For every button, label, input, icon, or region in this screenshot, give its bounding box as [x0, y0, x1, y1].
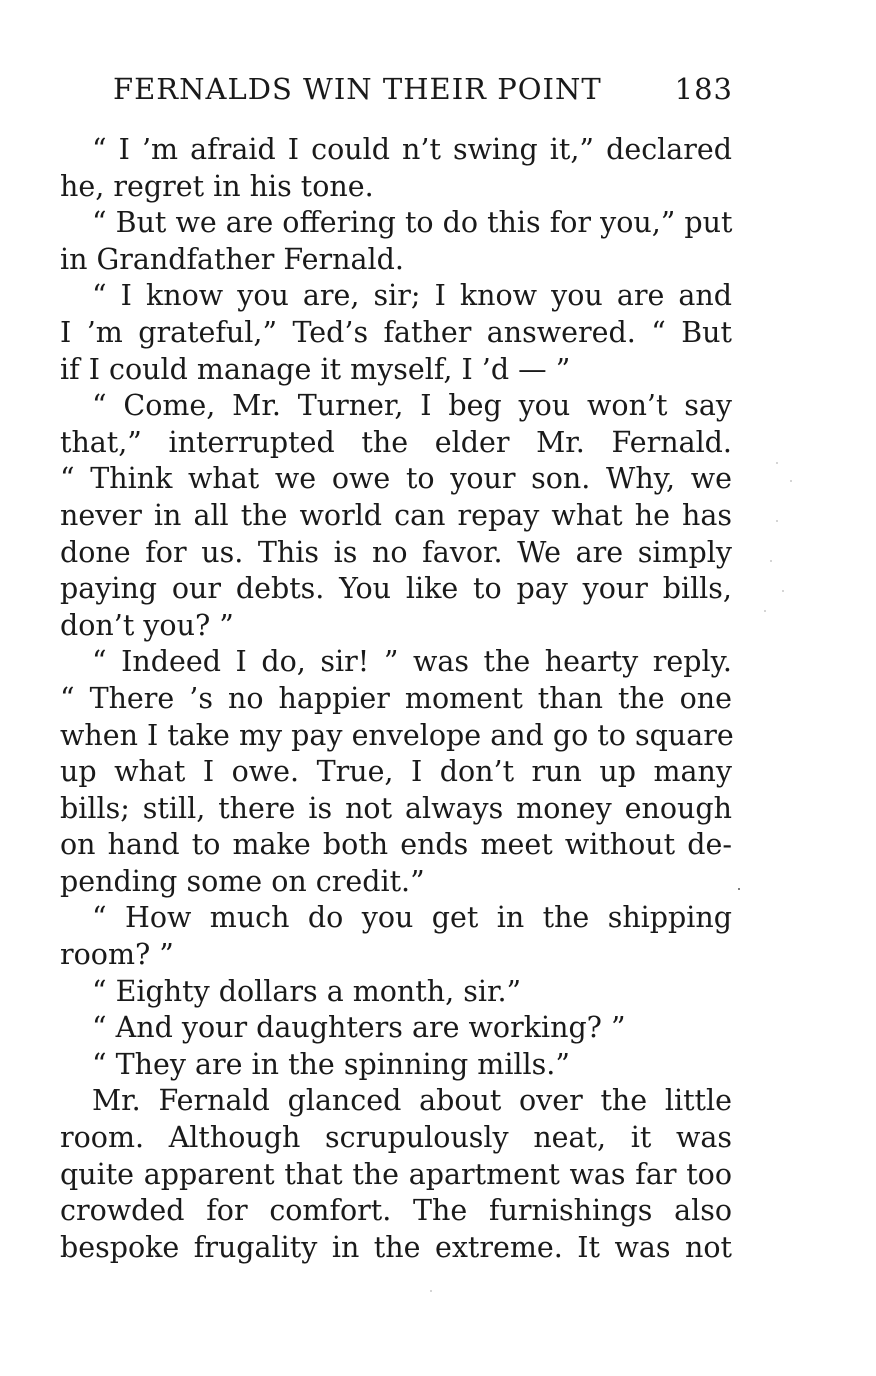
- text-line: “ How much do you get in the shipping: [92, 901, 732, 935]
- text-line: room? ”: [60, 938, 174, 972]
- running-head: [113, 66, 733, 112]
- page-number: 183: [674, 72, 733, 106]
- text-line: he, regret in his tone.: [60, 169, 374, 203]
- body-text: [60, 132, 732, 1266]
- text-line: room. Although scrupulously neat, it was: [60, 1121, 732, 1155]
- text-line: “ I know you are, sir; I know you are and: [92, 279, 732, 313]
- text-line: “ Eighty dollars a month, sir.”: [92, 974, 522, 1008]
- text-line: if I could manage it myself, I ’d — ”: [60, 352, 571, 386]
- text-line: “ Come, Mr. Turner, I beg you won’t say: [92, 389, 732, 423]
- text-line: “ There ’s no happier moment than the one: [60, 681, 732, 715]
- text-line: up what I owe. True, I don’t run up many: [60, 755, 732, 789]
- text-line: when I take my pay envelope and go to square: [60, 718, 734, 752]
- text-line: don’t you? ”: [60, 608, 234, 642]
- text-line: “ But we are offering to do this for you,” put: [92, 206, 733, 240]
- text-line: paying our debts. You like to pay your bills,: [60, 572, 732, 606]
- text-line: “ Indeed I do, sir! ” was the hearty reply.: [92, 645, 732, 679]
- text-line: crowded for comfort. The furnishings also: [60, 1194, 732, 1228]
- text-line: “ They are in the spinning mills.”: [92, 1047, 570, 1081]
- text-line: never in all the world can repay what he has: [60, 498, 732, 532]
- text-line: I ’m grateful,” Ted’s father answered. “ But: [60, 315, 732, 349]
- text-line: done for us. This is no favor. We are simply: [60, 535, 732, 569]
- text-line: Mr. Fernald glanced about over the little: [92, 1084, 732, 1118]
- text-line: “ I ’m afraid I could n’t swing it,” declared: [92, 133, 732, 166]
- text-line: bespoke frugality in the extreme. It was not: [60, 1230, 732, 1264]
- text-line: “ Think what we owe to your son. Why, we: [60, 462, 732, 496]
- text-line: in Grandfather Fernald.: [60, 242, 404, 276]
- text-line: on hand to make both ends meet without de-: [60, 828, 732, 862]
- text-line: bills; still, there is not always money enough: [60, 791, 732, 825]
- text-line: quite apparent that the apartment was far too: [60, 1157, 732, 1191]
- text-line: that,” interrupted the elder Mr. Fernald.: [60, 425, 732, 459]
- text-line: “ And your daughters are working? ”: [92, 1011, 626, 1045]
- chapter-title: FERNALDS WIN THEIR POINT: [113, 72, 602, 106]
- text-line: pending some on credit.”: [60, 864, 425, 898]
